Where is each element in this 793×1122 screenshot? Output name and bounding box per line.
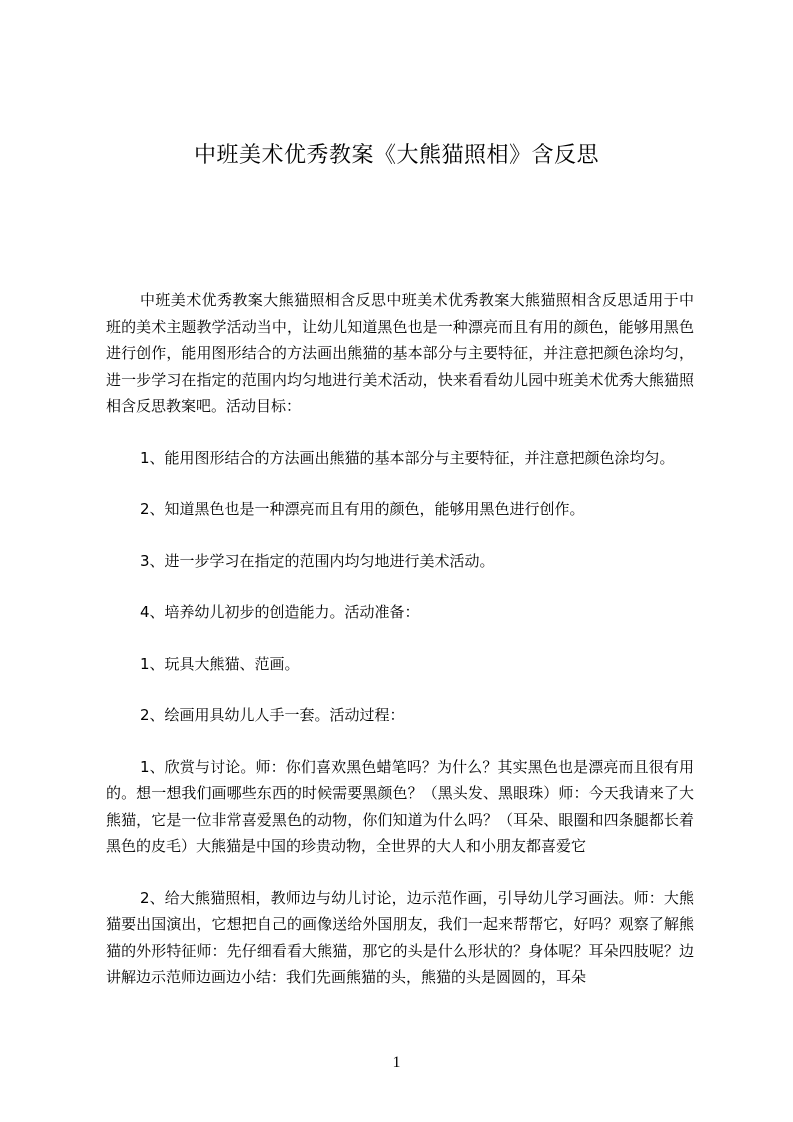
goal-item-4: 4、培养幼儿初步的创造能力。活动准备： [140,603,420,621]
page-number: 1 [392,1054,401,1071]
preparation-item-1: 1、玩具大熊猫、范画。 [140,654,300,673]
intro-paragraph: 中班美术优秀教案大熊猫照相含反思中班美术优秀教案大熊猫照相含反思适用于中班的美术主题教学活动当中，让幼儿知道黑色也是一种漂亮而且有用的颜色，能够用黑色进行创作，能用图形结合的方法画出熊猫的基本部分与主要特征，并注意把颜色涂均匀，进一步学习在指定的范围内均匀地进行美术活动，快来看看幼儿园中班美术优秀大熊猫照相含反思教案吧。活动目标： [106,291,694,415]
process-step-2: 2、给大熊猫照相，教师边与幼儿讨论，边示范作画，引导幼儿学习画法。师：大熊猫要出国演出，它想把自己的画像送给外国朋友，我们一起来帮帮它，好吗？观察了解熊猫的外形特征师：先仔细看看大熊猫，那它的头是什么形状的？身体呢？耳朵四肢呢？边讲解边示范师边画边小结：我们先画熊猫的头，熊猫的头是圆圆的，耳朵 [106,888,694,986]
document-body [106,287,694,991]
goal-item-1: 1、能用图形结合的方法画出熊猫的基本部分与主要特征，并注意把颜色涂均匀。 [140,448,675,467]
document-title: 中班美术优秀教案《大熊猫照相》含反思 [193,143,599,168]
preparation-item-2: 2、绘画用具幼儿人手一套。活动过程： [140,706,405,724]
goal-item-2: 2、知道黑色也是一种漂亮而且有用的颜色，能够用黑色进行创作。 [140,500,585,518]
goal-item-3: 3、进一步学习在指定的范围内均匀地进行美术活动。 [140,551,495,570]
process-step-1: 1、欣赏与讨论。师：你们喜欢黑色蜡笔吗？为什么？其实黑色也是漂亮而且很有用的。想一想我们画哪些东西的时候需要黑颜色？（黑头发、黑眼珠）师：今天我请来了大熊猫，它是一位非常喜爱黑色的动物，你们知道为什么吗？（耳朵、眼圈和四条腿都长着黑色的皮毛）大熊猫是中国的珍贵动物，全世界的大人和小朋友都喜爱它 [106,757,694,855]
